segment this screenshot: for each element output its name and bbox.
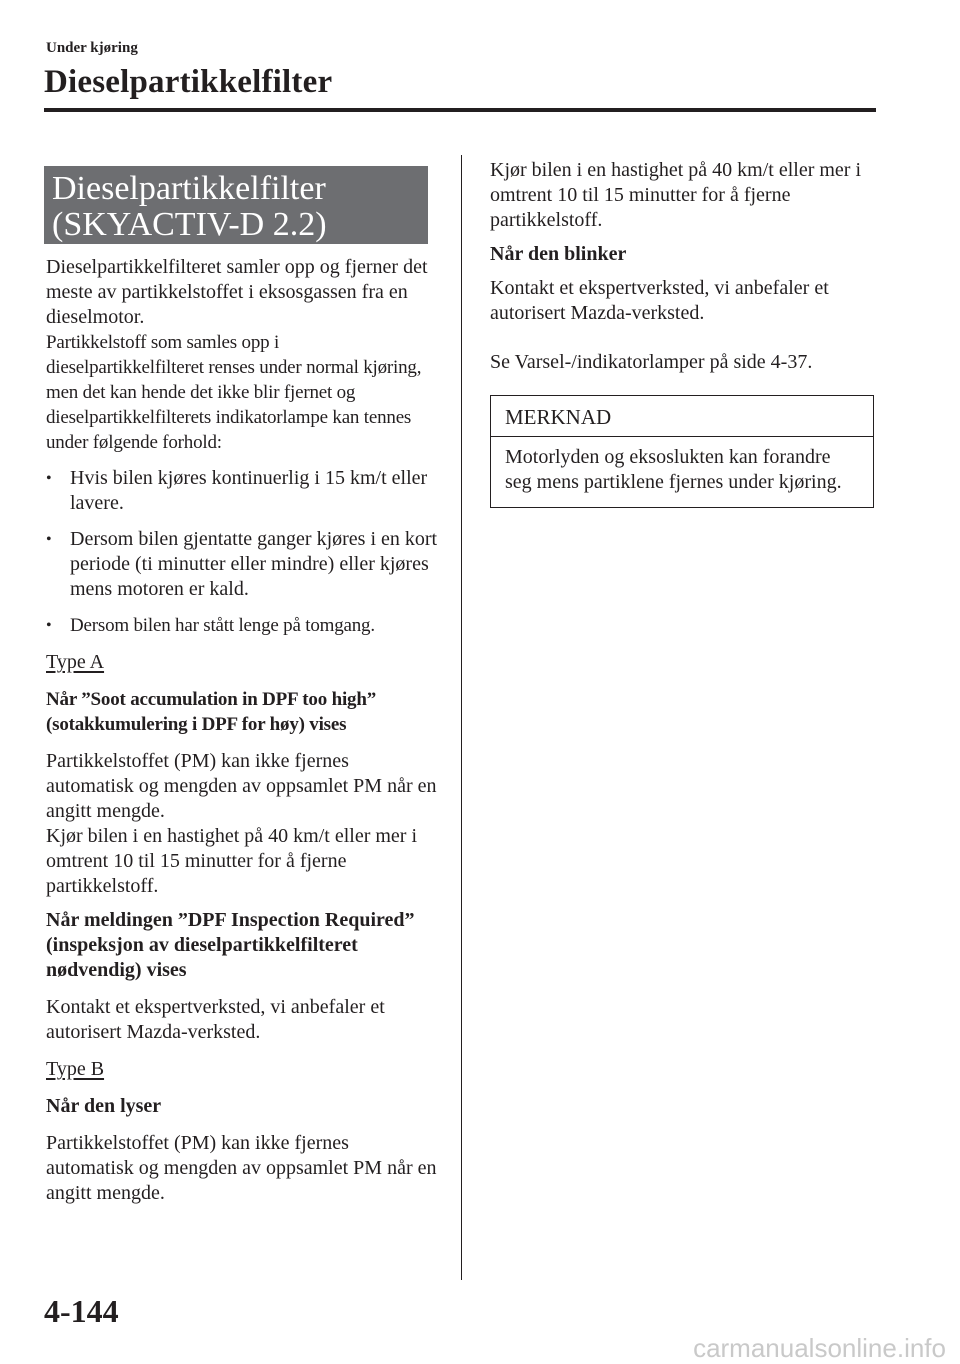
- conditions-list: [46, 466, 438, 638]
- left-column: [46, 166, 438, 1206]
- blink-heading: Når den blinker: [490, 243, 627, 265]
- note-title: MERKNAD: [491, 396, 873, 437]
- dpf-inspection-text: Kontakt et ekspertverksted, vi anbefaler et autorisert Mazda-verksted.: [46, 996, 385, 1043]
- watermark: carmanualsonline.info: [693, 1333, 946, 1363]
- page-title: Dieselpartikkelfilter: [44, 64, 333, 100]
- section-heading-line1: Dieselpartikkelfilter: [52, 170, 326, 207]
- note-box: [490, 395, 874, 508]
- soot-instruction: Kjør bilen i en hastighet på 40 km/t eller mer i omtrent 10 til 15 minutter for å fjerne partikkelstoff.: [46, 825, 418, 897]
- section-label: Under kjøring: [46, 40, 138, 56]
- dpf-inspection-heading: Når meldingen ”DPF Inspection Required” (inspeksjon av dieselpartikkelfilteret nødvendig) vises: [46, 909, 415, 981]
- intro-paragraph: Dieselpartikkelfilteret samler opp og fjerner det meste av partikkelstoffet i eksosgassen fra en dieselmotor.: [46, 256, 428, 328]
- title-rule: [44, 108, 876, 112]
- list-item-text: Hvis bilen kjøres kontinuerlig i 15 km/t eller lavere.: [70, 467, 428, 514]
- lit-heading: Når den lyser: [46, 1095, 162, 1117]
- soot-heading: Når ”Soot accumulation in DPF too high” (sotakkumulering i DPF for høy) vises: [46, 689, 376, 735]
- lit-text: Partikkelstoffet (PM) kan ikke fjernes automatisk og mengden av oppsamlet PM når en angitt mengde.: [46, 1132, 437, 1204]
- soot-text: Partikkelstoffet (PM) kan ikke fjernes automatisk og mengden av oppsamlet PM når en angitt mengde.: [46, 750, 437, 822]
- note-text: Motorlyden og eksoslukten kan forandre seg mens partiklene fjernes under kjøring.: [505, 446, 842, 493]
- cross-reference: Se Varsel-/indikatorlamper på side 4-37.: [490, 351, 813, 373]
- continued-instruction: Kjør bilen i en hastighet på 40 km/t eller mer i omtrent 10 til 15 minutter for å fjerne partikkelstoff.: [490, 159, 862, 231]
- bullet-icon: •: [46, 617, 52, 634]
- bullet-icon: •: [46, 470, 52, 487]
- bullet-icon: •: [46, 531, 52, 548]
- list-item: [46, 527, 438, 602]
- column-divider: [461, 155, 462, 1280]
- section-heading-box: [44, 166, 428, 244]
- list-item-text: Dersom bilen har stått lenge på tomgang.: [70, 615, 375, 636]
- list-item-text: Dersom bilen gjentatte ganger kjøres i en kort periode (ti minutter eller mindre) eller kjøres mens motoren er kald.: [70, 528, 438, 600]
- blink-text: Kontakt et ekspertverksted, vi anbefaler et autorisert Mazda-verksted.: [490, 277, 829, 324]
- right-column: [490, 158, 880, 508]
- list-item: [46, 613, 438, 638]
- list-item: [46, 466, 438, 516]
- conditions-paragraph: Partikkelstoff som samles opp i dieselpartikkelfilteret renses under normal kjøring, men det kan hende det ikke blir fjernet og dieselpartikkelfilterets indikatorlampe kan tennes under følgende forhold:: [46, 332, 422, 453]
- type-a-label: Type A: [46, 651, 105, 673]
- section-heading-line2: (SKYACTIV-D 2.2): [52, 206, 327, 243]
- type-b-label: Type B: [46, 1058, 105, 1080]
- page-number: 4-144: [44, 1293, 119, 1329]
